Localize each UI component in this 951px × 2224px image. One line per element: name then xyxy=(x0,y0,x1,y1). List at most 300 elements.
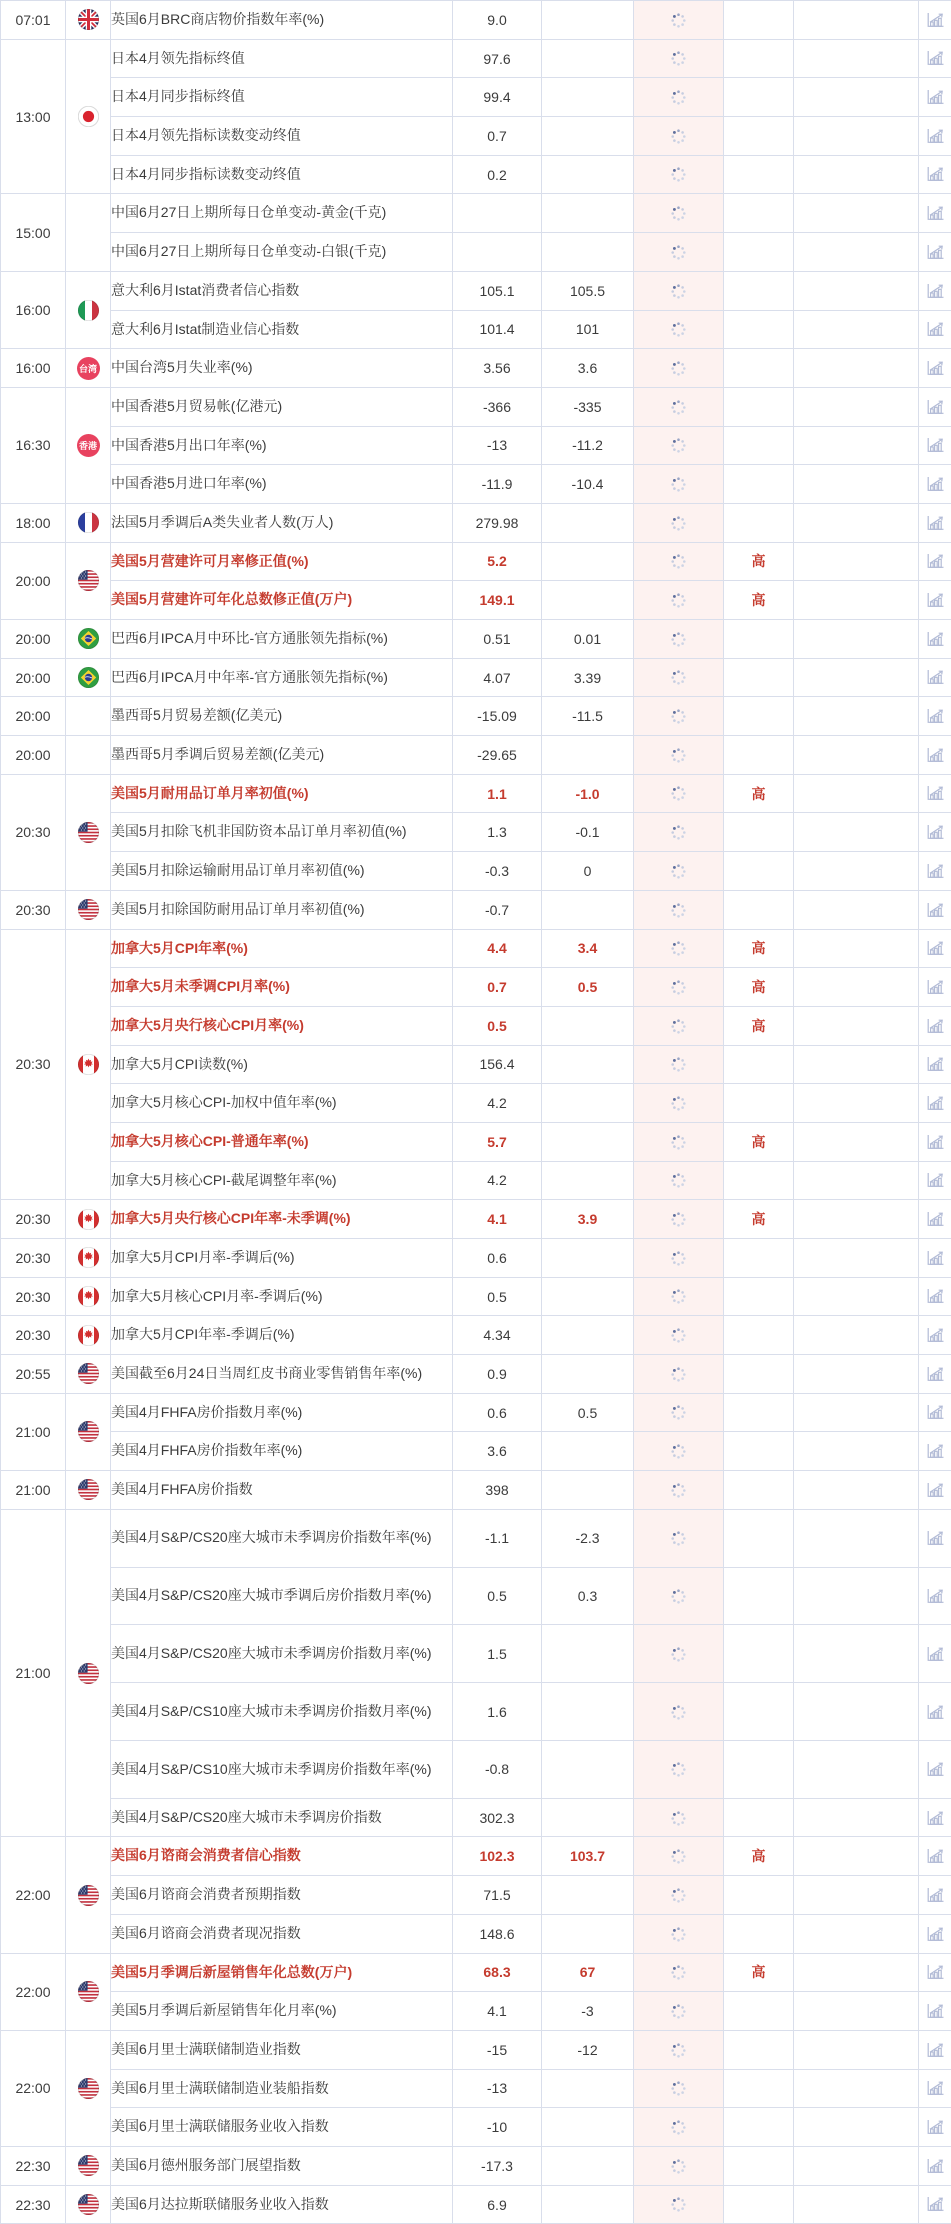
time-cell: 20:30 xyxy=(1,774,66,890)
loading-spinner-icon xyxy=(670,823,687,839)
flag-cell xyxy=(66,1200,111,1239)
spinner-cell xyxy=(634,852,724,891)
chart-cell xyxy=(919,542,951,581)
event-row xyxy=(1,194,951,233)
forecast-value: 3.9 xyxy=(542,1200,634,1239)
time-cell: 16:00 xyxy=(1,271,66,348)
actual-value: 4.07 xyxy=(453,658,542,697)
flag-cell xyxy=(66,1,111,40)
spinner-cell xyxy=(634,465,724,504)
price-chart-icon[interactable] xyxy=(926,1481,945,1497)
actual-value: 398 xyxy=(453,1471,542,1510)
event-row xyxy=(1,813,951,852)
spinner-cell xyxy=(634,1876,724,1915)
empty-cell xyxy=(794,1876,919,1915)
flag-us-icon xyxy=(78,2079,99,2095)
event-row xyxy=(1,426,951,465)
price-chart-icon[interactable] xyxy=(926,1645,945,1661)
actual-value: 1.5 xyxy=(453,1625,542,1683)
chart-cell xyxy=(919,194,951,233)
forecast-value xyxy=(542,1045,634,1084)
empty-cell xyxy=(794,620,919,659)
flag-cell xyxy=(66,1393,111,1470)
flag-cell xyxy=(66,1277,111,1316)
forecast-value xyxy=(542,1471,634,1510)
event-name: 美国5月扣除国防耐用品订单月率初值(%) xyxy=(111,890,453,929)
actual-value: 99.4 xyxy=(453,78,542,117)
price-chart-icon[interactable] xyxy=(926,1249,945,1265)
event-name: 美国4月FHFA房价指数月率(%) xyxy=(111,1393,453,1432)
event-name: 加拿大5月CPI年率-季调后(%) xyxy=(111,1316,453,1355)
price-chart-icon[interactable] xyxy=(926,2041,945,2057)
spinner-cell xyxy=(634,774,724,813)
event-row xyxy=(1,1837,951,1876)
importance-cell xyxy=(724,233,794,272)
chart-cell xyxy=(919,1045,951,1084)
loading-spinner-icon xyxy=(670,785,687,801)
importance-cell xyxy=(724,1625,794,1683)
price-chart-icon[interactable] xyxy=(926,1529,945,1545)
empty-cell xyxy=(794,155,919,194)
importance-cell xyxy=(724,465,794,504)
event-name: 墨西哥5月季调后贸易差额(亿美元) xyxy=(111,736,453,775)
importance-cell xyxy=(724,890,794,929)
chart-cell xyxy=(919,78,951,117)
importance-high-label: 高 xyxy=(751,1964,766,1981)
event-name: 美国4月S&P/CS20座大城市未季调房价指数年率(%) xyxy=(111,1509,453,1567)
actual-value: 3.6 xyxy=(453,1432,542,1471)
flag-cell xyxy=(66,39,111,194)
flag-cell xyxy=(66,503,111,542)
actual-value: 0.6 xyxy=(453,1239,542,1278)
spinner-cell xyxy=(634,1992,724,2031)
forecast-value xyxy=(542,1355,634,1394)
loading-spinner-icon xyxy=(670,166,687,182)
event-row xyxy=(1,2185,951,2224)
spinner-cell xyxy=(634,78,724,117)
actual-value: -0.3 xyxy=(453,852,542,891)
empty-cell xyxy=(794,1432,919,1471)
time-cell: 13:00 xyxy=(1,39,66,194)
forecast-value: -3 xyxy=(542,1992,634,2031)
price-chart-icon[interactable] xyxy=(926,901,945,917)
time-cell: 20:00 xyxy=(1,542,66,619)
forecast-value: 3.4 xyxy=(542,929,634,968)
price-chart-icon[interactable] xyxy=(926,320,945,336)
empty-cell xyxy=(794,1006,919,1045)
event-name: 美国5月营建许可年化总数修正值(万户) xyxy=(111,581,453,620)
spinner-cell xyxy=(634,1161,724,1200)
loading-spinner-icon xyxy=(670,204,687,220)
time-cell: 20:30 xyxy=(1,1277,66,1316)
actual-value: 1.6 xyxy=(453,1683,542,1741)
importance-cell xyxy=(724,426,794,465)
loading-spinner-icon xyxy=(670,1886,687,1902)
event-name: 美国6月谘商会消费者信心指数 xyxy=(111,1837,453,1876)
flag-ca-icon xyxy=(78,1055,99,1071)
price-chart-icon[interactable] xyxy=(926,1809,945,1825)
event-name: 美国5月扣除运输耐用品订单月率初值(%) xyxy=(111,852,453,891)
loading-spinner-icon xyxy=(670,1645,687,1661)
price-chart-icon[interactable] xyxy=(926,553,945,569)
price-chart-icon[interactable] xyxy=(926,1133,945,1149)
price-chart-icon[interactable] xyxy=(926,939,945,955)
event-name: 加拿大5月核心CPI-普通年率(%) xyxy=(111,1122,453,1161)
time-cell: 20:00 xyxy=(1,658,66,697)
event-row xyxy=(1,349,951,388)
forecast-value: 0.5 xyxy=(542,1393,634,1432)
price-chart-icon[interactable] xyxy=(926,475,945,491)
importance-cell xyxy=(724,1084,794,1123)
event-row xyxy=(1,1953,951,1992)
price-chart-icon[interactable] xyxy=(926,11,945,27)
price-chart-icon[interactable] xyxy=(926,1326,945,1342)
spinner-cell xyxy=(634,1432,724,1471)
actual-value: 1.1 xyxy=(453,774,542,813)
importance-cell xyxy=(724,1161,794,1200)
importance-cell xyxy=(724,1393,794,1432)
price-chart-icon[interactable] xyxy=(926,1172,945,1188)
event-row xyxy=(1,890,951,929)
event-row xyxy=(1,233,951,272)
empty-cell xyxy=(794,1,919,40)
time-cell: 20:55 xyxy=(1,1355,66,1394)
spinner-cell xyxy=(634,1914,724,1953)
event-name: 美国5月季调后新屋销售年化总数(万户) xyxy=(111,1953,453,1992)
price-chart-icon[interactable] xyxy=(926,2157,945,2173)
spinner-cell xyxy=(634,194,724,233)
importance-cell xyxy=(724,39,794,78)
chart-cell xyxy=(919,1006,951,1045)
actual-value: 156.4 xyxy=(453,1045,542,1084)
empty-cell xyxy=(794,658,919,697)
importance-cell xyxy=(724,1509,794,1567)
price-chart-icon[interactable] xyxy=(926,127,945,143)
flag-ca-icon xyxy=(78,1249,99,1265)
event-name: 日本4月同步指标读数变动终值 xyxy=(111,155,453,194)
spinner-cell xyxy=(634,890,724,929)
empty-cell xyxy=(794,2030,919,2069)
empty-cell xyxy=(794,271,919,310)
spinner-cell xyxy=(634,620,724,659)
event-row xyxy=(1,542,951,581)
chart-cell xyxy=(919,271,951,310)
empty-cell xyxy=(794,581,919,620)
loading-spinner-icon xyxy=(670,1056,687,1072)
time-cell: 22:00 xyxy=(1,1953,66,2030)
event-row xyxy=(1,1876,951,1915)
time-cell: 22:30 xyxy=(1,2146,66,2185)
event-row xyxy=(1,1006,951,1045)
forecast-value xyxy=(542,78,634,117)
forecast-value xyxy=(542,1277,634,1316)
time-cell: 20:00 xyxy=(1,736,66,775)
loading-spinner-icon xyxy=(670,475,687,491)
forecast-value xyxy=(542,233,634,272)
spinner-cell xyxy=(634,1200,724,1239)
spinner-cell xyxy=(634,1567,724,1625)
empty-cell xyxy=(794,1471,919,1510)
empty-cell xyxy=(794,2069,919,2108)
spinner-cell xyxy=(634,736,724,775)
forecast-value xyxy=(542,1683,634,1741)
importance-cell xyxy=(724,1316,794,1355)
spinner-cell xyxy=(634,1837,724,1876)
spinner-cell xyxy=(634,1741,724,1799)
forecast-value xyxy=(542,1316,634,1355)
price-chart-icon[interactable] xyxy=(926,1886,945,1902)
chart-cell xyxy=(919,1200,951,1239)
chart-cell xyxy=(919,697,951,736)
chart-cell xyxy=(919,465,951,504)
price-chart-icon[interactable] xyxy=(926,166,945,182)
importance-cell xyxy=(724,852,794,891)
flag-jp-icon xyxy=(78,107,99,123)
event-row xyxy=(1,2069,951,2108)
spinner-cell xyxy=(634,233,724,272)
price-chart-icon[interactable] xyxy=(926,1847,945,1863)
event-name: 墨西哥5月贸易差额(亿美元) xyxy=(111,697,453,736)
price-chart-icon[interactable] xyxy=(926,823,945,839)
event-name: 美国6月谘商会消费者预期指数 xyxy=(111,1876,453,1915)
event-name: 美国4月FHFA房价指数年率(%) xyxy=(111,1432,453,1471)
event-row xyxy=(1,1239,951,1278)
event-name: 中国6月27日上期所每日仓单变动-白银(千克) xyxy=(111,233,453,272)
event-name: 美国6月里士满联储制造业指数 xyxy=(111,2030,453,2069)
forecast-value xyxy=(542,2185,634,2224)
flag-cell xyxy=(66,2185,111,2224)
spinner-cell xyxy=(634,2069,724,2108)
chart-cell xyxy=(919,1277,951,1316)
event-row xyxy=(1,1798,951,1837)
empty-cell xyxy=(794,1567,919,1625)
loading-spinner-icon xyxy=(670,2118,687,2134)
flag-cell xyxy=(66,1509,111,1837)
event-row xyxy=(1,2146,951,2185)
price-chart-icon[interactable] xyxy=(926,514,945,530)
loading-spinner-icon xyxy=(670,1365,687,1381)
forecast-value xyxy=(542,1914,634,1953)
chart-cell xyxy=(919,1084,951,1123)
forecast-value: -12 xyxy=(542,2030,634,2069)
flag-us-icon xyxy=(78,1423,99,1439)
price-chart-icon[interactable] xyxy=(926,2118,945,2134)
event-name: 美国4月FHFA房价指数 xyxy=(111,1471,453,1510)
price-chart-icon[interactable] xyxy=(926,88,945,104)
price-chart-icon[interactable] xyxy=(926,1365,945,1381)
actual-value: 101.4 xyxy=(453,310,542,349)
price-chart-icon[interactable] xyxy=(926,398,945,414)
flag-cell xyxy=(66,1837,111,1953)
actual-value: -11.9 xyxy=(453,465,542,504)
event-name: 巴西6月IPCA月中环比-官方通胀领先指标(%) xyxy=(111,620,453,659)
event-name: 美国4月S&P/CS20座大城市未季调房价指数月率(%) xyxy=(111,1625,453,1683)
loading-spinner-icon xyxy=(670,1133,687,1149)
event-name: 日本4月领先指标终值 xyxy=(111,39,453,78)
price-chart-icon[interactable] xyxy=(926,978,945,994)
chart-cell xyxy=(919,1239,951,1278)
spinner-cell xyxy=(634,1045,724,1084)
forecast-value xyxy=(542,155,634,194)
chart-cell xyxy=(919,1741,951,1799)
price-chart-icon[interactable] xyxy=(926,707,945,723)
event-row xyxy=(1,620,951,659)
price-chart-icon[interactable] xyxy=(926,359,945,375)
price-chart-icon[interactable] xyxy=(926,1587,945,1603)
actual-value: 0.7 xyxy=(453,117,542,156)
importance-cell xyxy=(724,503,794,542)
empty-cell xyxy=(794,1625,919,1683)
empty-cell xyxy=(794,1161,919,1200)
actual-value: 5.2 xyxy=(453,542,542,581)
forecast-value: -2.3 xyxy=(542,1509,634,1567)
importance-cell xyxy=(724,117,794,156)
price-chart-icon[interactable] xyxy=(926,630,945,646)
price-chart-icon[interactable] xyxy=(926,591,945,607)
empty-cell xyxy=(794,813,919,852)
price-chart-icon[interactable] xyxy=(926,669,945,685)
actual-value: 0.5 xyxy=(453,1277,542,1316)
chart-cell xyxy=(919,2108,951,2147)
forecast-value xyxy=(542,581,634,620)
price-chart-icon[interactable] xyxy=(926,204,945,220)
forecast-value: 0 xyxy=(542,852,634,891)
chart-cell xyxy=(919,2030,951,2069)
spinner-cell xyxy=(634,968,724,1007)
flag-cell xyxy=(66,697,111,736)
price-chart-icon[interactable] xyxy=(926,2196,945,2212)
importance-cell xyxy=(724,1741,794,1799)
flag-cell xyxy=(66,774,111,890)
event-name: 意大利6月Istat消费者信心指数 xyxy=(111,271,453,310)
chart-cell xyxy=(919,1432,951,1471)
price-chart-icon[interactable] xyxy=(926,243,945,259)
event-row xyxy=(1,1045,951,1084)
chart-cell xyxy=(919,2185,951,2224)
actual-value: 0.2 xyxy=(453,155,542,194)
price-chart-icon[interactable] xyxy=(926,282,945,298)
price-chart-icon[interactable] xyxy=(926,1056,945,1072)
actual-value: 102.3 xyxy=(453,1837,542,1876)
spinner-cell xyxy=(634,1006,724,1045)
taiwan-badge-icon: 台湾 xyxy=(77,357,100,380)
time-cell: 20:00 xyxy=(1,620,66,659)
importance-high-label: 高 xyxy=(751,1848,766,1865)
chart-cell xyxy=(919,736,951,775)
flag-cell xyxy=(66,349,111,388)
empty-cell xyxy=(794,1200,919,1239)
event-name: 美国6月达拉斯联储服务业收入指数 xyxy=(111,2185,453,2224)
empty-cell xyxy=(794,852,919,891)
loading-spinner-icon xyxy=(670,901,687,917)
price-chart-icon[interactable] xyxy=(926,1761,945,1777)
event-name: 美国5月季调后新屋销售年化月率(%) xyxy=(111,1992,453,2031)
price-chart-icon[interactable] xyxy=(926,1703,945,1719)
chart-cell xyxy=(919,1,951,40)
importance-cell xyxy=(724,774,794,813)
empty-cell xyxy=(794,1355,919,1394)
flag-cell xyxy=(66,2146,111,2185)
event-name: 加拿大5月未季调CPI月率(%) xyxy=(111,968,453,1007)
price-chart-icon[interactable] xyxy=(926,1017,945,1033)
importance-cell xyxy=(724,194,794,233)
price-chart-icon[interactable] xyxy=(926,1925,945,1941)
spinner-cell xyxy=(634,426,724,465)
spinner-cell xyxy=(634,2185,724,2224)
spinner-cell xyxy=(634,697,724,736)
importance-cell xyxy=(724,2185,794,2224)
chart-cell xyxy=(919,620,951,659)
actual-value: 4.1 xyxy=(453,1200,542,1239)
time-cell: 22:30 xyxy=(1,2185,66,2224)
importance-cell xyxy=(724,658,794,697)
loading-spinner-icon xyxy=(670,1847,687,1863)
event-row xyxy=(1,1393,951,1432)
event-row xyxy=(1,1084,951,1123)
actual-value: 4.1 xyxy=(453,1992,542,2031)
importance-cell xyxy=(724,1953,794,1992)
empty-cell xyxy=(794,774,919,813)
price-chart-icon[interactable] xyxy=(926,1442,945,1458)
event-name: 加拿大5月CPI年率(%) xyxy=(111,929,453,968)
event-name: 美国6月里士满联储制造业装船指数 xyxy=(111,2069,453,2108)
importance-cell xyxy=(724,542,794,581)
forecast-value: -1.0 xyxy=(542,774,634,813)
empty-cell xyxy=(794,310,919,349)
price-chart-icon[interactable] xyxy=(926,50,945,66)
empty-cell xyxy=(794,1914,919,1953)
empty-cell xyxy=(794,194,919,233)
price-chart-icon[interactable] xyxy=(926,746,945,762)
spinner-cell xyxy=(634,581,724,620)
spinner-cell xyxy=(634,271,724,310)
price-chart-icon[interactable] xyxy=(926,1963,945,1979)
event-row xyxy=(1,1471,951,1510)
importance-cell xyxy=(724,1045,794,1084)
actual-value: 1.3 xyxy=(453,813,542,852)
price-chart-icon[interactable] xyxy=(926,1404,945,1420)
forecast-value xyxy=(542,503,634,542)
price-chart-icon[interactable] xyxy=(926,785,945,801)
importance-cell xyxy=(724,1,794,40)
event-name: 加拿大5月核心CPI月率-季调后(%) xyxy=(111,1277,453,1316)
price-chart-icon[interactable] xyxy=(926,862,945,878)
flag-cell xyxy=(66,736,111,775)
actual-value: 0.9 xyxy=(453,1355,542,1394)
price-chart-icon[interactable] xyxy=(926,437,945,453)
loading-spinner-icon xyxy=(670,1442,687,1458)
price-chart-icon[interactable] xyxy=(926,1288,945,1304)
empty-cell xyxy=(794,1741,919,1799)
importance-cell xyxy=(724,1992,794,2031)
loading-spinner-icon xyxy=(670,746,687,762)
price-chart-icon[interactable] xyxy=(926,1094,945,1110)
price-chart-icon[interactable] xyxy=(926,1210,945,1226)
empty-cell xyxy=(794,2185,919,2224)
flag-us-icon xyxy=(78,823,99,839)
empty-cell xyxy=(794,736,919,775)
flag-cell xyxy=(66,271,111,348)
importance-high-label: 高 xyxy=(751,1017,766,1034)
forecast-value: 101 xyxy=(542,310,634,349)
importance-cell xyxy=(724,1876,794,1915)
forecast-value: -11.2 xyxy=(542,426,634,465)
flag-cell xyxy=(66,1953,111,2030)
actual-value: 9.0 xyxy=(453,1,542,40)
price-chart-icon[interactable] xyxy=(926,2002,945,2018)
event-row xyxy=(1,39,951,78)
price-chart-icon[interactable] xyxy=(926,2080,945,2096)
